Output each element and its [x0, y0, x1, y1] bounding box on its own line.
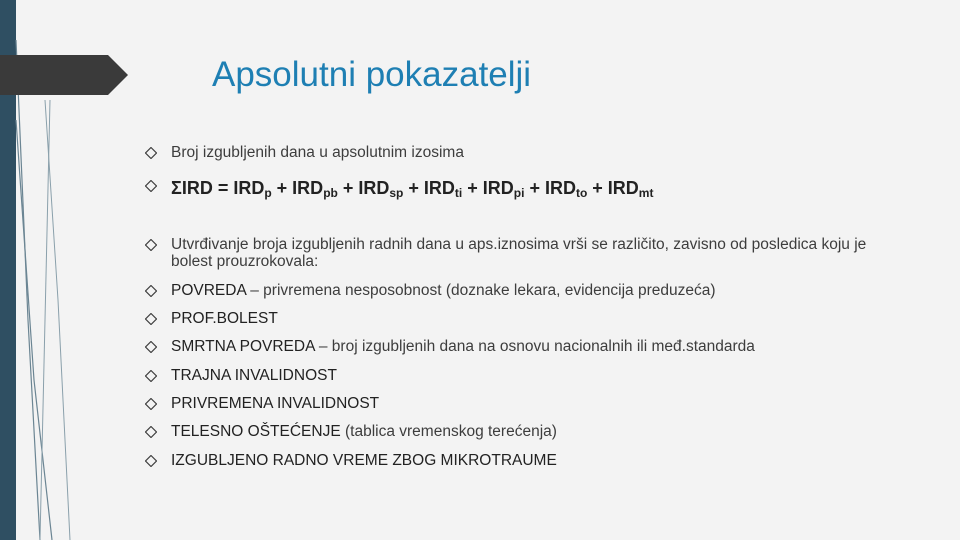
bullet-detail: (tablica vremenskog terećenja): [340, 423, 557, 440]
bullet-text: [171, 282, 716, 299]
bullet-heading: POVREDA: [171, 282, 246, 299]
diamond-outline-icon: [143, 452, 171, 469]
bullet-item: [143, 310, 903, 327]
formula-part: IRD = IRD: [181, 178, 265, 198]
bullet-text: Utvrđivanje broja izgubljenih radnih dana u aps.iznosima vrši se različito, zavisno od posledica koju je bolest prouzrokovala:: [171, 236, 867, 270]
bullet-text: [171, 338, 755, 355]
page-title: Apsolutni pokazatelji: [212, 55, 532, 94]
formula-subscript: pi: [513, 186, 525, 200]
bullet-text: Broj izgubljenih dana u apsolutnim izosima: [171, 144, 464, 161]
sigma-symbol: Σ: [171, 178, 182, 198]
bullet-text: [171, 423, 557, 440]
bullet-item: [143, 338, 903, 355]
bullet-heading: PRIVREMENA INVALIDNOST: [171, 395, 380, 412]
formula-part: + IRD: [271, 178, 324, 198]
bullet-detail: – broj izgubljenih dana na osnovu nacionalnih ili međ.standarda: [314, 338, 755, 355]
title-tab-shape: [0, 55, 128, 95]
formula-part: + IRD: [337, 178, 390, 198]
bullet-item: [143, 282, 903, 299]
bullet-text: [171, 452, 557, 469]
formula-part: + IRD: [462, 178, 514, 198]
bullet-heading: TRAJNA INVALIDNOST: [171, 367, 337, 384]
diamond-outline-icon: [143, 367, 171, 384]
formula-subscript: mt: [638, 186, 654, 200]
bullet-text: [171, 310, 278, 327]
bullet-item-formula: [143, 177, 903, 204]
diamond-outline-icon: [143, 338, 171, 355]
bullet-text: [171, 367, 337, 384]
diamond-outline-icon: [143, 423, 171, 440]
bullet-heading: PROF.BOLEST: [171, 310, 278, 327]
formula-part: + IRD: [524, 178, 576, 198]
formula-subscript: p: [264, 186, 272, 200]
bullet-detail: – privremena nesposobnost (doznake lekara, evidencija preduzeća): [245, 282, 716, 299]
bullet-item: [143, 395, 903, 412]
bullet-item: [143, 452, 903, 469]
bullet-heading: TELESNO OŠTEĆENJE: [171, 423, 341, 440]
diamond-outline-icon: [143, 310, 171, 327]
formula-part: + IRD: [403, 178, 455, 198]
bullet-item: [143, 367, 903, 384]
bullet-item: [143, 144, 903, 161]
formula-part: + IRD: [587, 178, 639, 198]
formula-subscript: sp: [389, 186, 404, 200]
bullet-item: [143, 236, 903, 270]
formula-subscript: ti: [454, 186, 463, 200]
diamond-outline-icon: [143, 282, 171, 299]
formula-subscript: to: [575, 186, 588, 200]
diamond-outline-icon: [143, 236, 171, 253]
formula-subscript: pb: [323, 186, 338, 200]
diamond-outline-icon: [143, 144, 171, 161]
diamond-outline-icon: [143, 177, 171, 194]
bullet-heading: SMRTNA POVREDA: [171, 338, 315, 355]
ird-formula: [171, 177, 653, 204]
bullet-heading: IZGUBLJENO RADNO VREME ZBOG MIKROTRAUME: [171, 452, 557, 469]
diamond-outline-icon: [143, 395, 171, 412]
bullet-item: [143, 423, 903, 440]
bullet-text: [171, 395, 379, 412]
